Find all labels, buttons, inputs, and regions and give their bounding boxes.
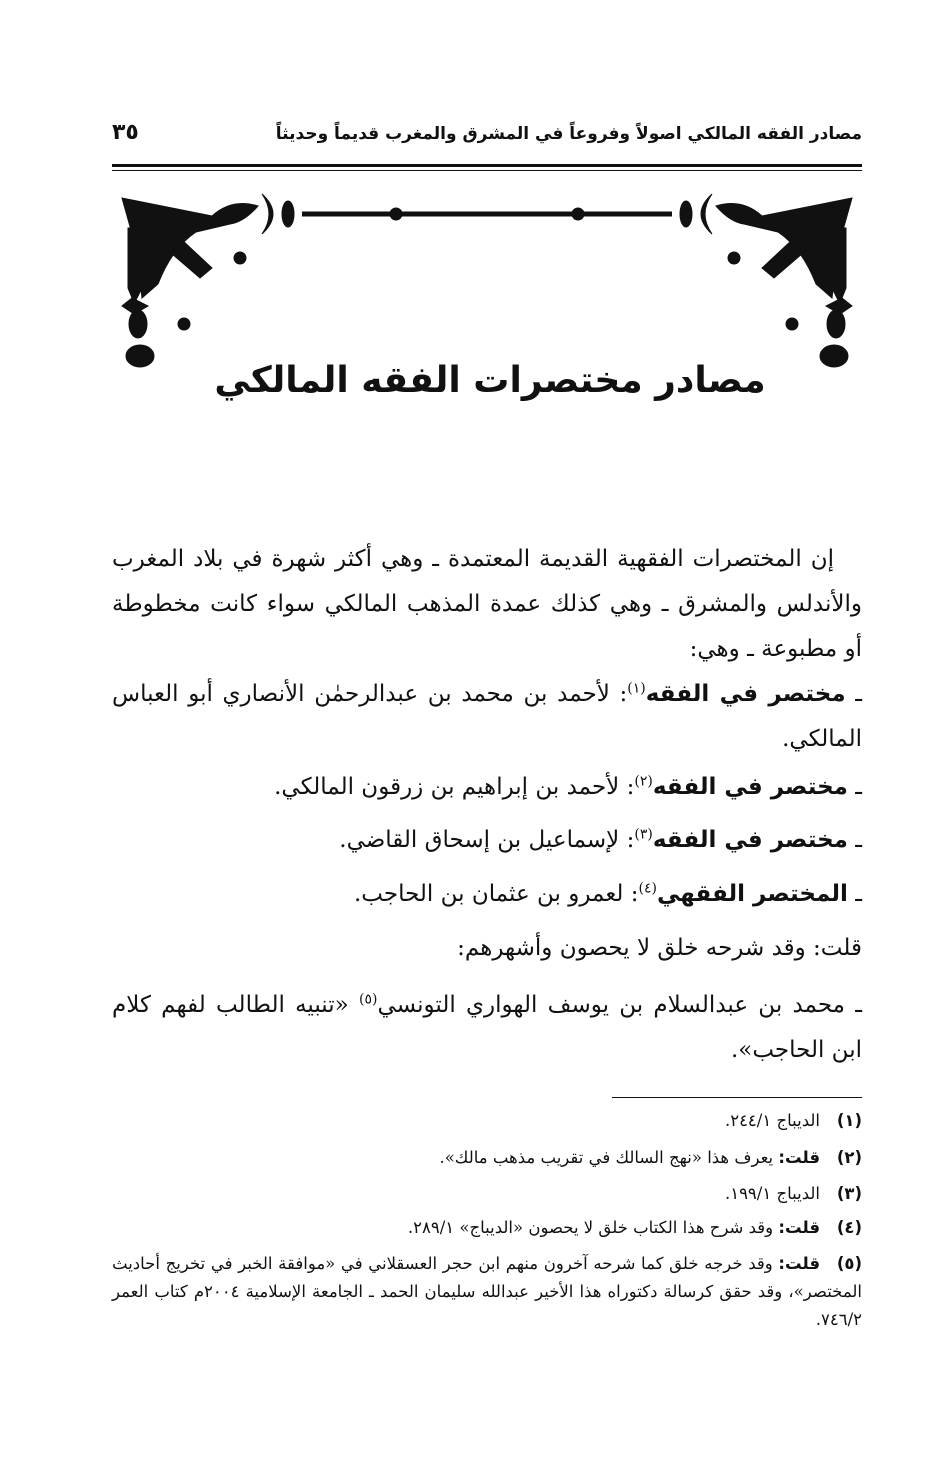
- page-number: ٣٥: [112, 120, 139, 145]
- footnote-ref: (١): [627, 680, 646, 697]
- footnote-text: الديباج ١٩٩/١.: [724, 1184, 820, 1203]
- entry-dash: ـ: [855, 681, 863, 707]
- footnote-3: [725, 1180, 862, 1208]
- entry-dash: ـ: [855, 827, 862, 853]
- running-title: مصادر الفقه المالكي اصولاً وفروعاً في المشرق والمغرب قديماً وحديثاً: [275, 124, 862, 144]
- entry-text: : لأحمد بن محمد بن عبدالرحمٰن الأنصاري أبو العباس المالكي.: [112, 681, 862, 752]
- entry-text: : لإسماعيل بن إسحاق القاضي.: [339, 827, 635, 853]
- chapter-ornament: [112, 188, 862, 378]
- entry-text: : لأحمد بن إبراهيم بن زرقون المالكي.: [274, 774, 635, 800]
- footnote-text: وقد شرح هذا الكتاب خلق لا يحصون «الديباج» ٢٨٩/١.: [407, 1218, 779, 1237]
- entry-2: [274, 765, 862, 810]
- commentary-text: ـ محمد بن عبدالسلام بن يوسف الهواري التونسي: [377, 992, 862, 1018]
- footnote-5: [112, 1250, 862, 1334]
- footnote-ref: (٢): [634, 773, 653, 790]
- footnote-lead: قلت:: [778, 1218, 820, 1237]
- footnote-ref: (٤): [638, 880, 657, 897]
- commentary-paragraph: [112, 983, 862, 1073]
- intro-paragraph: إن المختصرات الفقهية القديمة المعتمدة ـ وهي أكثر شهرة في بلاد المغرب والأندلس والمشرق ـ وهي كذلك عمدة المذهب المالكي سواء كانت مخطوطة أو مطبوعة ـ وهي:: [112, 546, 862, 662]
- chapter-title: مصادر مختصرات الفقه المالكي: [214, 360, 766, 401]
- entry-title: مختصر في الفقه: [645, 681, 846, 707]
- footnote-number: (٥): [836, 1254, 862, 1273]
- footnote-4: [408, 1214, 862, 1242]
- footnote-separator: [612, 1097, 862, 1098]
- entry-4: [354, 872, 862, 917]
- entry-title: مختصر في الفقه: [652, 827, 848, 853]
- entry-dash: ـ: [855, 881, 862, 907]
- footnote-lead: قلت:: [778, 1254, 820, 1273]
- footnote-text: وقد خرجه خلق كما شرحه آخرون منهم ابن حجر العسقلاني في «موافقة الخبر في تخريج أحاديث المختصر»، وقد حقق كرسالة دكتوراه هذا الأخير عبدالله سليمان الحمد ـ الجامعة الإسلامية ٢٠٠٤م كتاب العمر ٧٤٦/٢.: [112, 1254, 862, 1329]
- entry-title: المختصر الفقهي: [656, 881, 848, 907]
- commentary-title: «تنبيه الطالب لفهم كلام ابن الحاجب».: [112, 992, 862, 1063]
- footnote-text: الديباج ٢٤٤/١.: [724, 1111, 820, 1130]
- entry-title: مختصر في الفقه: [652, 774, 848, 800]
- footnote-number: (٤): [836, 1218, 862, 1237]
- entry-1: [112, 672, 862, 762]
- footnote-number: (٣): [836, 1184, 862, 1203]
- footnote-number: (٢): [836, 1148, 862, 1167]
- entry-text: : لعمرو بن عثمان بن الحاجب.: [353, 881, 639, 907]
- note-line: قلت: وقد شرحه خلق لا يحصون وأشهرهم:: [457, 935, 862, 961]
- footnote-number: (١): [836, 1111, 862, 1130]
- footnote-text: يعرف هذا «نهج السالك في تقريب مذهب مالك».: [439, 1148, 779, 1167]
- footnote-ref: (٣): [634, 826, 653, 843]
- footnote-lead: قلت:: [778, 1148, 820, 1167]
- footnote-ref: (٥): [358, 991, 378, 1008]
- entry-dash: ـ: [855, 774, 862, 800]
- running-header: [112, 118, 862, 158]
- header-rule-thick: [112, 164, 862, 167]
- entry-3: [339, 818, 862, 863]
- footnote-1: [725, 1107, 862, 1135]
- header-rule-thin: [112, 170, 862, 171]
- footnote-2: [439, 1144, 862, 1172]
